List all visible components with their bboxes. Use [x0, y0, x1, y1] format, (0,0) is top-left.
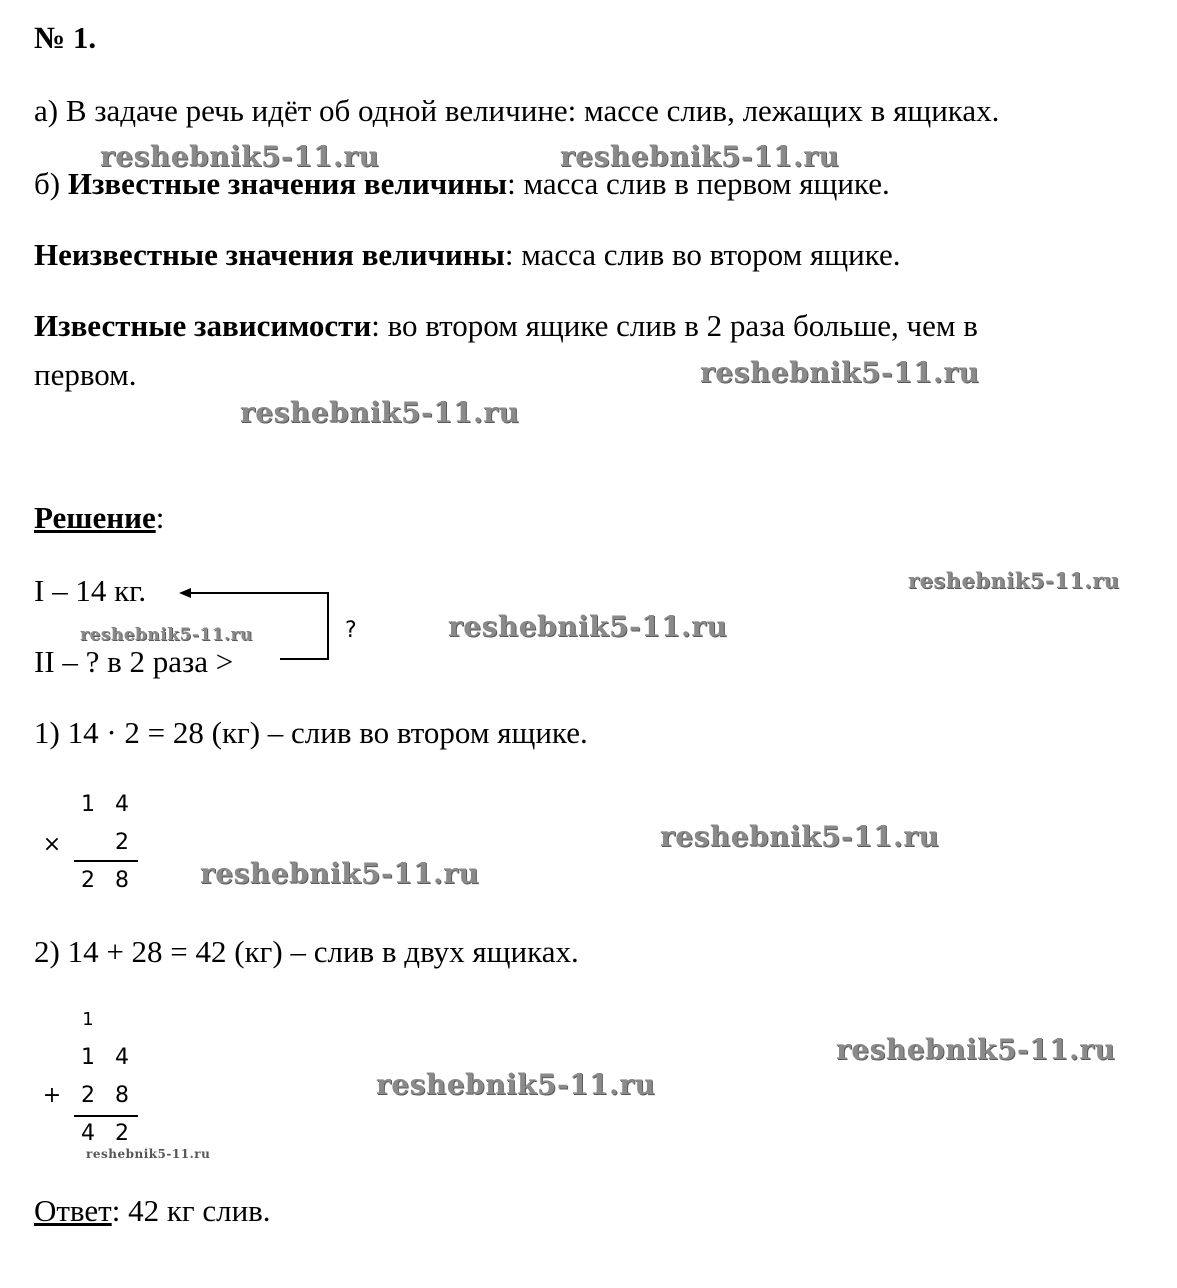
- multiplication-column: [40, 790, 140, 900]
- dependencies-text-line2: первом.: [34, 357, 137, 392]
- add-row1-d1: 1: [81, 1045, 95, 1070]
- watermark: reshebnik5-11.ru: [560, 140, 840, 173]
- answer: [34, 1193, 271, 1229]
- watermark: reshebnik5-11.ru: [836, 1033, 1116, 1066]
- unknown-bold: Неизвестные значения величины: [34, 237, 505, 272]
- part-a-text: а) В задаче речь идёт об одной величине: массе слив, лежащих в ящиках.: [34, 93, 1000, 128]
- dependencies-bold: Известные зависимости: [34, 308, 372, 343]
- add-row2-d1: 2: [81, 1083, 95, 1108]
- answer-rest: : 42 кг слив.: [111, 1193, 271, 1228]
- watermark: reshebnik5-11.ru: [86, 1147, 211, 1161]
- mult-result-d2: 8: [115, 868, 129, 893]
- arrowhead-icon: [179, 588, 191, 598]
- add-row1-d2: 4: [115, 1045, 129, 1070]
- problem-number: № 1.: [34, 20, 97, 55]
- add-divider: [74, 1115, 138, 1117]
- mult-result-d1: 2: [81, 868, 95, 893]
- mult-divider: [74, 860, 138, 862]
- mult-row1-d2: 4: [115, 792, 129, 817]
- part-b-rest: : масса слив в первом ящике.: [507, 166, 890, 201]
- scheme-line-2: II – ? в 2 раза >: [34, 644, 234, 679]
- watermark: reshebnik5-11.ru: [240, 396, 520, 429]
- part-b-bold: Известные значения величины: [67, 166, 508, 201]
- answer-label: Ответ: [34, 1193, 112, 1228]
- add-result-d1: 4: [81, 1121, 95, 1146]
- watermark: reshebnik5-11.ru: [200, 857, 480, 890]
- solution-heading: [34, 500, 164, 536]
- add-sign: +: [42, 1083, 62, 1108]
- mult-row1-d1: 1: [81, 792, 95, 817]
- mult-sign: ×: [42, 832, 62, 857]
- watermark: reshebnik5-11.ru: [908, 568, 1120, 593]
- scheme-question-mark: ?: [345, 618, 357, 643]
- part-b-prefix: б): [34, 166, 68, 201]
- step-2: 2) 14 + 28 = 42 (кг) – слив в двух ящиках.: [34, 934, 579, 969]
- watermark: reshebnik5-11.ru: [80, 625, 253, 645]
- addition-column: [40, 1005, 140, 1155]
- step-1: 1) 14 · 2 = 28 (кг) – слив во втором ящике.: [34, 715, 588, 750]
- watermark: reshebnik5-11.ru: [700, 356, 980, 389]
- watermark: reshebnik5-11.ru: [660, 820, 940, 853]
- watermark: reshebnik5-11.ru: [448, 610, 728, 643]
- unknown-values-text: [34, 237, 900, 273]
- solution-label: Решение: [34, 500, 156, 535]
- dependencies-rest-1: : во втором ящике слив в 2 раза больше, чем в: [371, 308, 978, 343]
- scheme-line-1: I – 14 кг.: [34, 573, 147, 608]
- add-carry: 1: [82, 1009, 94, 1030]
- add-result-d2: 2: [115, 1121, 129, 1146]
- mult-row2-d1: 2: [115, 830, 129, 855]
- dependencies-text: [34, 308, 978, 344]
- watermark: reshebnik5-11.ru: [376, 1068, 656, 1101]
- watermark: reshebnik5-11.ru: [100, 140, 380, 173]
- solution-colon: :: [155, 500, 165, 535]
- add-row2-d2: 8: [115, 1083, 129, 1108]
- unknown-rest: : масса слив во втором ящике.: [504, 237, 901, 272]
